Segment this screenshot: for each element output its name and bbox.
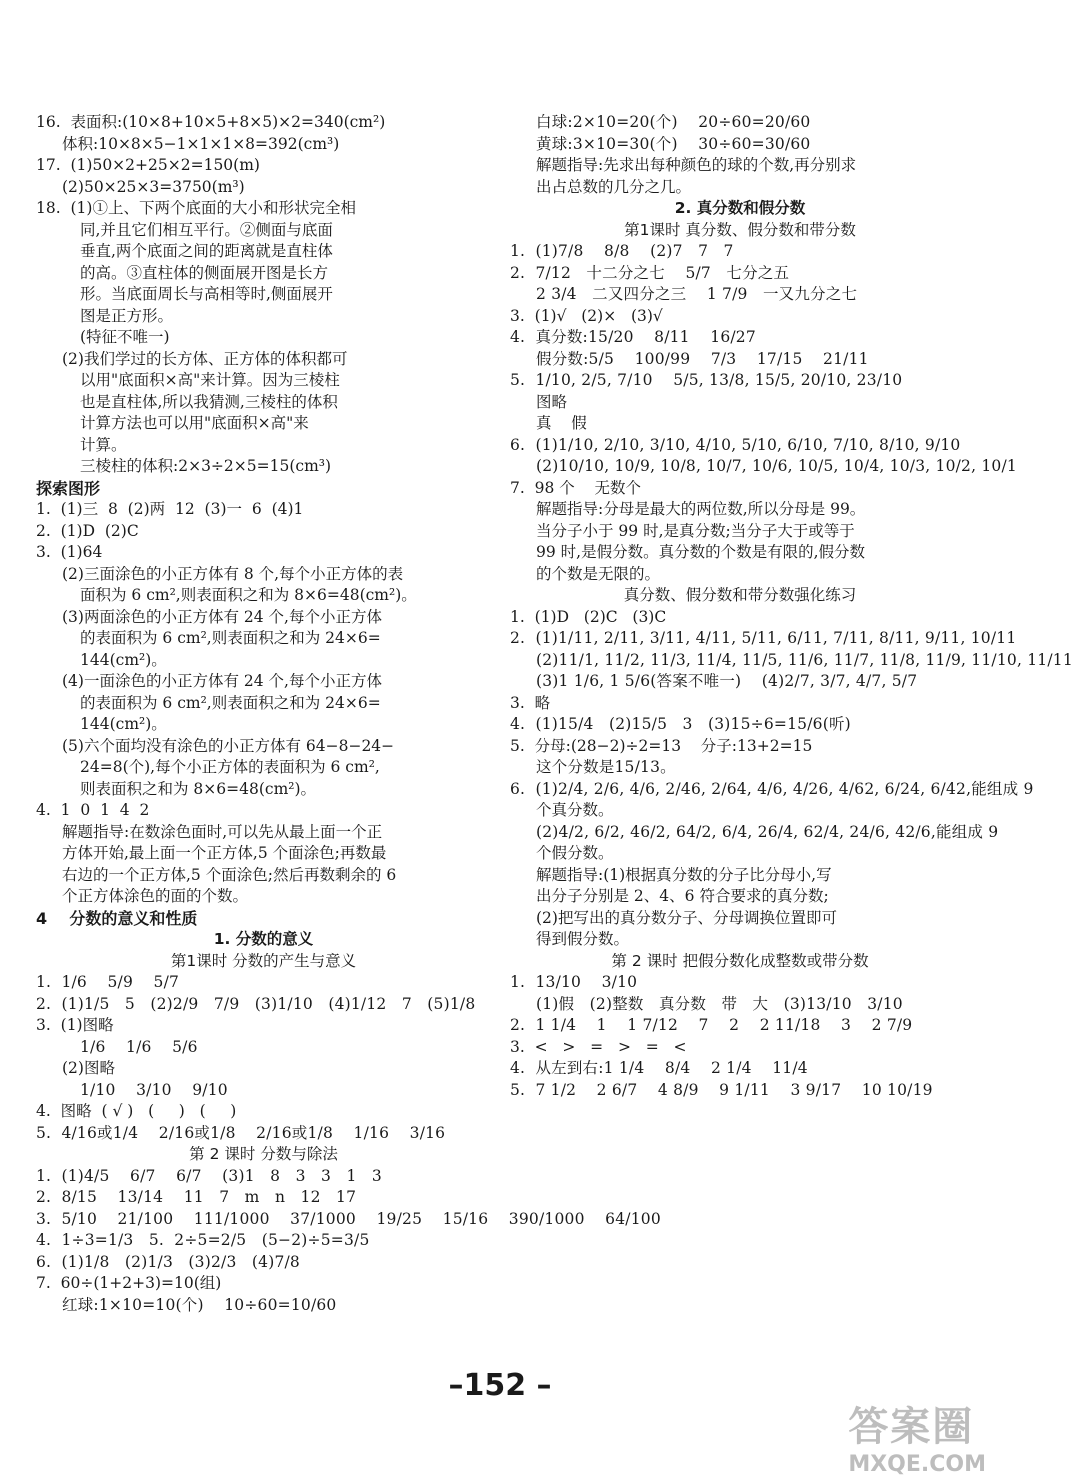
left-line: 计算方法也可以用"底面积×高"来 [80,414,309,432]
right-line: 个真分数。 [536,801,614,819]
left-line: 的表面积为 6 cm²,则表面积之和为 24×6= [80,693,381,712]
right-line: 4. (1)15/4 (2)15/5 3 (3)15÷6=15/6(听) [510,715,851,733]
right-line: 第1课时 真分数、假分数和带分数 [624,220,856,239]
right-line: 3. < > = > = < [510,1037,687,1056]
page-number: –152 – [448,1368,552,1403]
left-line: 2. (1)D (2)C [36,521,139,540]
right-line: 1. (1)D (2)C (3)C [510,607,667,626]
right-line: 个假分数。 [536,844,614,862]
left-line: (2)50×25×3=3750(m³) [62,177,245,196]
left-line: (2)我们学过的长方体、正方体的体积都可 [62,349,348,368]
left-line: (5)六个面均没有涂色的小正方体有 64−8−24− [62,736,395,755]
right-line: 黄球:3×10=30(个) 30÷60=30/60 [536,134,811,153]
left-line: 形。当底面周长与高相等时,侧面展开 [80,285,333,303]
left-line: 1. 1/6 5/9 5/7 [36,973,180,991]
left-line: 以用"底面积×高"来计算。因为三棱柱 [80,371,340,389]
right-line: 真分数、假分数和带分数强化练习 [623,586,857,604]
left-line: 右边的一个正方体,5 个面涂色;然后再数剩余的 6 [62,865,397,884]
right-line: 出占总数的几分之几。 [536,177,692,196]
right-line: 解题指导:(1)根据真分数的分子比分母小,写 [536,865,832,884]
left-line: 144(cm²)。 [80,715,167,733]
left-line: 1. 分数的意义 [213,930,314,948]
left-line: 解题指导:在数涂色面时,可以先从最上面一个正 [62,822,383,841]
right-line: 2. 1 1/4 1 1 7/12 7 2 2 11/18 3 2 7/9 [510,1016,913,1034]
left-line: 17. (1)50×2+25×2=150(m) [36,156,260,174]
right-line: (1)假 (2)整数 真分数 带 大 (3)13/10 3/10 [536,994,903,1013]
right-line: 99 时,是假分数。真分数的个数是有限的,假分数 [536,543,866,561]
left-line: (特征不唯一) [80,328,170,346]
right-line: 1. 13/10 3/10 [510,973,638,991]
right-line: 5. 7 1/2 2 6/7 4 8/9 9 1/11 3 9/17 10 10/19 [510,1080,933,1099]
left-line: 7. 60÷(1+2+3)=10(组) [36,1274,222,1292]
right-line: 7. 98 个 无数个 [510,478,642,497]
right-line: 解题指导:分母是最大的两位数,所以分母是 99。 [536,500,866,518]
right-line: 6. (1)1/10, 2/10, 3/10, 4/10, 5/10, 6/10, 7/10, 8/10, 9/10 [510,435,961,454]
right-line: 白球:2×10=20(个) 20÷60=20/60 [536,113,811,131]
right-line: 4. 从左到右:1 1/4 8/4 2 1/4 11/4 [510,1059,808,1077]
left-line: 第 2 课时 分数与除法 [189,1145,338,1163]
left-line: 的表面积为 6 cm²,则表面积之和为 24×6= [80,629,381,647]
left-line: 6. (1)1/8 (2)1/3 (3)2/3 (4)7/8 [36,1252,300,1271]
right-line: 的个数是无限的。 [536,564,661,583]
right-column [510,112,1073,1101]
watermark [848,1395,986,1477]
right-line: 图略 [536,392,568,411]
left-line: 计算。 [80,435,127,454]
right-line: (3)1 1/6, 1 5/6(答案不唯一) (4)2/7, 3/7, 4/7, 5/7 [536,672,918,690]
right-line: 1. (1)7/8 8/8 (2)7 7 7 [510,242,734,260]
right-line: 得到假分数。 [536,930,630,948]
right-line: (2)把写出的真分数分子、分母调换位置即可 [536,908,837,927]
left-line: 同,并且它们相互平行。②侧面与底面 [80,220,333,239]
left-line: 1/6 1/6 5/6 [80,1037,198,1056]
left-line: (3)两面涂色的小正方体有 24 个,每个小正方体 [62,607,382,626]
right-line: 2. 真分数和假分数 [674,199,806,217]
right-line: 真 假 [536,414,587,432]
left-line: 图是正方形。 [80,306,174,325]
left-line: (2)图略 [62,1059,115,1077]
right-line: 2 3/4 二又四分之三 1 7/9 一又九分之七 [536,285,858,303]
right-line: 5. 1/10, 2/5, 7/10 5/5, 13/8, 15/5, 20/10, 23/10 [510,371,903,389]
right-line: 假分数:5/5 100/99 7/3 17/15 21/11 [536,349,869,368]
left-line: 3. 5/10 21/100 111/1000 37/1000 19/25 15/16 390/1000 64/100 [36,1209,661,1228]
left-line: 1. (1)三 8 (2)两 12 (3)一 6 (4)1 [36,500,304,518]
left-line: 体积:10×8×5−1×1×1×8=392(cm³) [62,134,340,153]
left-line: 2. 8/15 13/14 11 7 m n 12 17 [36,1188,357,1206]
right-line: 6. (1)2/4, 2/6, 4/6, 2/46, 2/64, 4/6, 4/26, 4/62, 6/24, 6/42,能组成 9 [510,779,1034,798]
left-line: 4. 1 0 1 4 2 [36,801,150,819]
right-line: 2. 7/12 十二分之七 5/7 七分之五 [510,263,790,282]
left-line: 4. 图略 ( √ ) ( ) ( ) [36,1102,237,1120]
left-line: 5. 4/16或1/4 2/16或1/8 2/16或1/8 1/16 3/16 [36,1123,446,1142]
right-line: 5. 分母:(28−2)÷2=13 分子:13+2=15 [510,736,813,755]
left-line: 则表面积之和为 8×6=48(cm²)。 [80,779,317,798]
left-line: 24=8(个),每个小正方体的表面积为 6 cm², [80,758,380,776]
right-line: 3. 略 [510,693,551,712]
right-line: 这个分数是15/13。 [536,758,676,776]
left-line: 三棱柱的体积:2×3÷2×5=15(cm³) [80,457,332,475]
right-line: 4. 真分数:15/20 8/11 16/27 [510,328,756,346]
left-line: 面积为 6 cm²,则表面积之和为 8×6=48(cm²)。 [80,586,417,604]
right-line: 当分子小于 99 时,是真分数;当分子大于或等于 [536,521,855,540]
watermark-url: MXQE.COM [848,1452,986,1477]
left-line: 4. 1÷3=1/3 5. 2÷5=2/5 (5−2)÷5=3/5 [36,1231,370,1249]
left-line: 144(cm²)。 [80,650,167,669]
right-line: 2. (1)1/11, 2/11, 3/11, 4/11, 5/11, 6/11, 7/11, 8/11, 9/11, 10/11 [510,629,1017,647]
right-line: (2)10/10, 10/9, 10/8, 10/7, 10/6, 10/5, 10/4, 10/3, 10/2, 10/1 [536,457,1017,475]
right-line: (2)11/1, 11/2, 11/3, 11/4, 11/5, 11/6, 11/7, 11/8, 11/9, 11/10, 11/11 [536,650,1073,669]
watermark-logo: 答案圈 [848,1404,975,1450]
left-line: 18. (1)①上、下两个底面的大小和形状完全相 [36,199,356,217]
left-line: 也是直柱体,所以我猜测,三棱柱的体积 [80,392,338,411]
left-line: 探索图形 [36,478,101,498]
right-line: 解题指导:先求出每种颜色的球的个数,再分别求 [536,156,857,174]
left-line: 1. (1)4/5 6/7 6/7 (3)1 8 3 3 1 3 [36,1166,382,1185]
left-line: 2. (1)1/5 5 (2)2/9 7/9 (3)1/10 (4)1/12 7 (5)1/8 [36,994,476,1013]
right-line: 3. (1)√ (2)× (3)√ [510,306,663,325]
right-line: 第 2 课时 把假分数化成整数或带分数 [611,951,869,970]
left-line: 红球:1×10=10(个) 10÷60=10/60 [62,1295,337,1314]
left-line: 的高。③直柱体的侧面展开图是长方 [80,263,329,282]
left-line: 垂直,两个底面之间的距离就是直柱体 [80,242,333,260]
left-line: 第1课时 分数的产生与意义 [170,951,357,970]
left-line: 3. (1)64 [36,543,103,561]
right-line: (2)4/2, 6/2, 46/2, 64/2, 6/4, 26/4, 62/4, 24/6, 42/6,能组成 9 [536,822,999,841]
left-line: (4)一面涂色的小正方体有 24 个,每个小正方体 [62,672,382,690]
left-line: 1/10 3/10 9/10 [80,1080,228,1099]
left-line: (2)三面涂色的小正方体有 8 个,每个小正方体的表 [62,564,404,583]
left-line: 方体开始,最上面一个正方体,5 个面涂色;再数最 [62,844,387,862]
right-line: 出分子分别是 2、4、6 符合要求的真分数; [536,887,829,905]
left-line: 3. (1)图略 [36,1016,114,1034]
left-line: 4 分数的意义和性质 [36,908,198,928]
left-line: 个正方体涂色的面的个数。 [62,887,249,905]
left-line: 16. 表面积:(10×8+10×5+8×5)×2=340(cm²) [36,113,386,131]
